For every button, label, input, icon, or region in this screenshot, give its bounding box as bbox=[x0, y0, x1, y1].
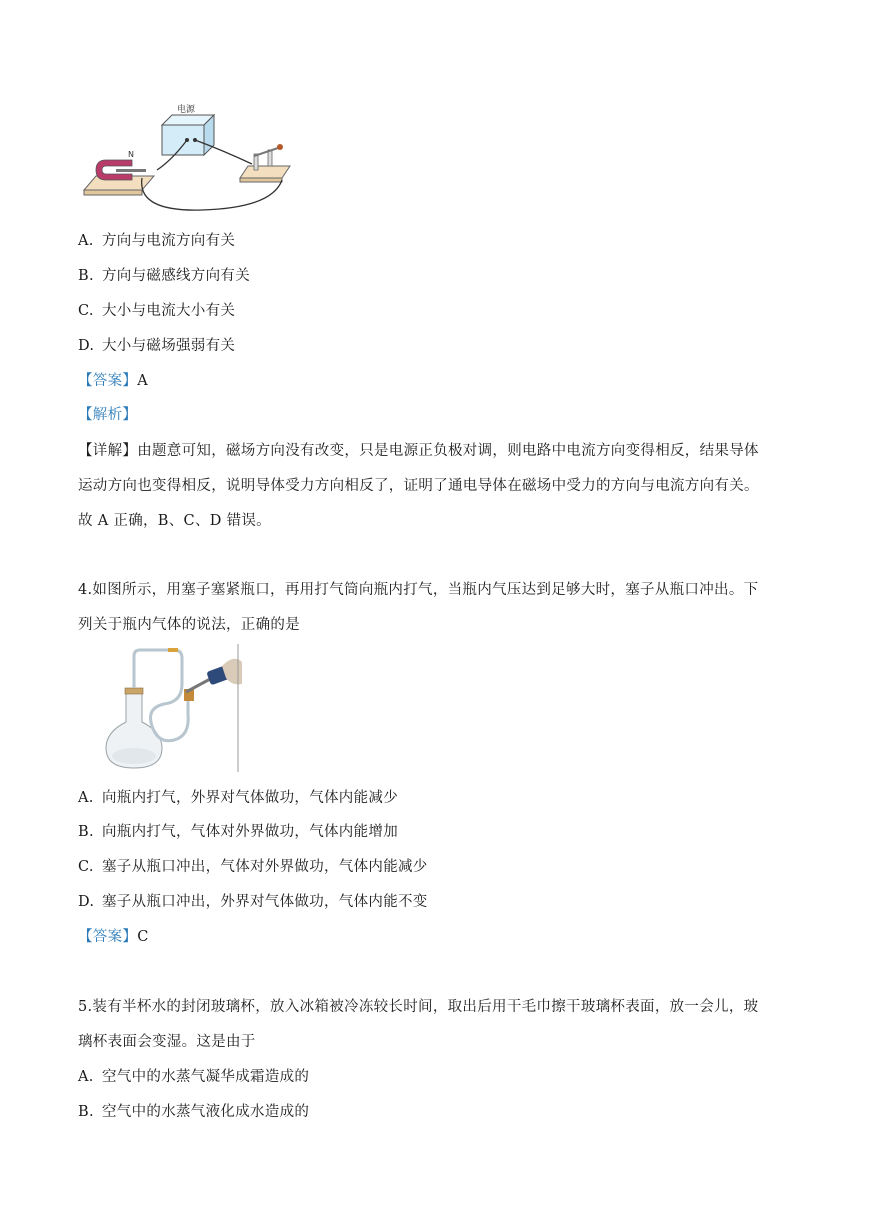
power-label: 电源 bbox=[177, 105, 196, 115]
flask-pump-figure bbox=[104, 644, 244, 772]
q5-option-a: A. 空气中的水蒸气凝华成霜造成的 bbox=[78, 1069, 310, 1085]
q5-option-b: B. 空气中的水蒸气液化成水造成的 bbox=[78, 1104, 310, 1120]
q3-option-a: A. 方向与电流方向有关 bbox=[78, 233, 236, 249]
q3-detail-line-1: 【详解】由题意可知，磁场方向没有改变，只是电源正负极对调，则电路中电流方向变得相反，结果导体 bbox=[78, 443, 759, 459]
q5-stem-line-2: 璃杯表面会变湿。这是由于 bbox=[78, 1034, 256, 1050]
q3-analysis-tag: 【解析】 bbox=[78, 407, 138, 423]
q4-option-b: B. 向瓶内打气，气体对外界做功，气体内能增加 bbox=[78, 824, 398, 840]
q5-stem-line-1: 5.装有半杯水的封闭玻璃杯，放入冰箱被冷冻较长时间，取出后用干毛巾擦干玻璃杯表面，放一会儿，玻 bbox=[78, 999, 759, 1015]
q4-option-d: D. 塞子从瓶口冲出，外界对气体做功，气体内能不变 bbox=[78, 894, 428, 910]
q3-detail-line-3: 故 A 正确，B、C、D 错误。 bbox=[78, 513, 271, 529]
q4-stem-line-1: 4.如图所示，用塞子塞紧瓶口，再用打气筒向瓶内打气，当瓶内气压达到足够大时，塞子从瓶口冲出。下 bbox=[78, 582, 759, 598]
q3-option-c: C. 大小与电流大小有关 bbox=[78, 303, 236, 319]
q3-option-b: B. 方向与磁感线方向有关 bbox=[78, 268, 250, 284]
magnet-label: N bbox=[128, 150, 134, 159]
magnet-base bbox=[84, 150, 154, 195]
q4-stem-line-2: 列关于瓶内气体的说法，正确的是 bbox=[78, 617, 300, 633]
q4-answer: 【答案】C bbox=[78, 929, 149, 945]
power-supply bbox=[162, 103, 214, 155]
rail-base bbox=[240, 144, 290, 182]
q3-detail-line-2: 运动方向也变得相反，说明导体受力方向相反了，证明了通电导体在磁场中受力的方向与电流方向有关。 bbox=[78, 478, 759, 494]
circuit-figure bbox=[82, 100, 302, 218]
q3-option-d: D. 大小与磁场强弱有关 bbox=[78, 338, 236, 354]
q4-option-a: A. 向瓶内打气，外界对气体做功，气体内能减少 bbox=[78, 790, 398, 806]
q4-option-c: C. 塞子从瓶口冲出，气体对外界做功，气体内能减少 bbox=[78, 859, 428, 875]
q3-answer: 【答案】A bbox=[78, 373, 148, 389]
